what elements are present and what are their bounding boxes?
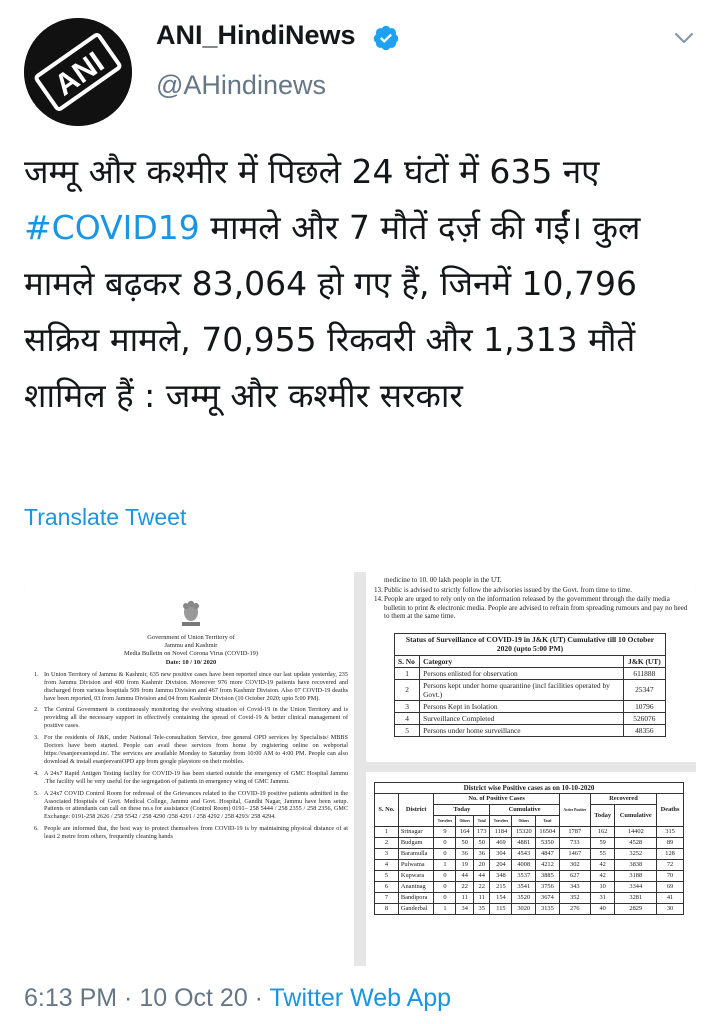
paragraph-number: 5. (34, 789, 39, 797)
media-gallery[interactable] (24, 572, 696, 966)
table-cell: 22 (474, 882, 490, 893)
table-cell: Surveillance Completed (420, 712, 624, 724)
table-cell: 1 (375, 827, 399, 838)
table-subheader: Travelers (434, 816, 456, 827)
table-subheader: Others (456, 816, 474, 827)
table-row (395, 700, 666, 712)
table-cell: 348 (490, 871, 512, 882)
district-table-title: District wise Positive cases as on 10-10-2020 (375, 783, 684, 794)
paragraph-text: For the residents of J&K, under National Tele-consultation Service, free general OPD services by Specialists/ MBBS Doctors have been started. People can avail these services from home by registering online on webportal https://esanjeevaniopd.in/. The services are available Monday to Saturday from 10:00 AM to 4:00 PM. People can also download & install esanjeevaniOPD app from google playstore on their mobiles. (44, 734, 348, 765)
table-cell: 1787 (559, 827, 590, 838)
paragraph-number: 4. (34, 769, 39, 777)
table-cell: 72 (657, 860, 684, 871)
separator: · (247, 984, 270, 1012)
table-row (375, 827, 684, 838)
table-header: No. of Positive Cases (434, 794, 559, 805)
tweet-text (24, 144, 704, 424)
paragraph-number: 14. (374, 595, 383, 603)
table-cell: 1 (434, 904, 456, 915)
table-cell: Kupwara (398, 871, 434, 882)
table-row (375, 882, 684, 893)
chevron-down-icon[interactable] (672, 26, 696, 50)
paragraph-number: 1. (34, 670, 39, 678)
paragraph-number: 3. (34, 734, 39, 742)
table-cell: 5350 (536, 838, 560, 849)
table-cell: 733 (559, 838, 590, 849)
table-cell: 8 (375, 904, 399, 915)
table-cell: 3344 (615, 882, 657, 893)
table-cell: 4543 (512, 849, 536, 860)
paragraph-number: 2. (34, 706, 39, 714)
bulletin-ut: Jammu and Kashmir (164, 642, 218, 650)
table-cell: 3520 (512, 893, 536, 904)
table-cell: 315 (657, 827, 684, 838)
table-cell: 16504 (536, 827, 560, 838)
table-cell: 2 (375, 838, 399, 849)
tweet-text-part: जम्मू और कश्मीर में पिछले 24 घंटों में 635 नए (24, 152, 600, 191)
table-cell: Bandipora (398, 893, 434, 904)
table-cell: 304 (490, 849, 512, 860)
table-cell: 3188 (615, 871, 657, 882)
table-cell: 5 (395, 724, 420, 736)
table-row (375, 838, 684, 849)
table-cell: 469 (490, 838, 512, 849)
table-cell: Srinagar (398, 827, 434, 838)
table-row (375, 893, 684, 904)
table-cell: 0 (434, 871, 456, 882)
table-cell: 302 (559, 860, 590, 871)
surveillance-table-title: Status of Surveillance of COVID-19 in J&K (UT) Cumulative till 10 October 2020 (upto 5:00 PM) (395, 633, 666, 655)
table-cell: 526076 (623, 712, 665, 724)
bulletin-paragraphs (34, 671, 348, 841)
table-subheader: Total (474, 816, 490, 827)
table-cell: 4 (375, 860, 399, 871)
table-cell: 343 (559, 882, 590, 893)
table-cell: 22 (456, 882, 474, 893)
table-cell: 89 (657, 838, 684, 849)
table-cell: Persons under home surveillance (420, 724, 624, 736)
table-cell: 2829 (615, 904, 657, 915)
table-cell: 1 (395, 667, 420, 679)
table-cell: 3674 (536, 893, 560, 904)
table-header: Category (420, 655, 624, 667)
table-row (395, 724, 666, 736)
table-cell: 69 (657, 882, 684, 893)
table-cell: 154 (490, 893, 512, 904)
table-cell: 162 (590, 827, 615, 838)
table-cell: 0 (434, 893, 456, 904)
surveillance-table (394, 633, 666, 737)
tweet-time[interactable]: 6:13 PM (24, 984, 118, 1012)
source-app-link[interactable]: Twitter Web App (269, 984, 452, 1012)
tweet-header (0, 0, 720, 120)
table-subheader: Travelers (490, 816, 512, 827)
table-cell: 4881 (512, 838, 536, 849)
table-cell: 4 (395, 712, 420, 724)
table-cell: 50 (474, 838, 490, 849)
district-table-image[interactable] (366, 772, 696, 966)
table-cell: 3020 (512, 904, 536, 915)
table-cell: 42 (590, 871, 615, 882)
table-cell: 36 (456, 849, 474, 860)
table-cell: 5 (375, 871, 399, 882)
paragraph-text: A 24x7 COVID Control Room for redressal of the Grievances related to the COVID-19 positive patients admitted in the Associated Hospitals of Govt. Medical College, Jammu and Govt. Hospital, Gandhi Nagar, Jammu have been setup. Patients or attendants can call on these no.s for assistance (Control Room) 0191– 258 5444 / 258 2355 / 258 2356, GMC Exchange: 0191-258 2626 / 258 5542 / 258 4290 /258 4291 / 258 4292 / 258 4293/ 258 4294. (44, 789, 348, 821)
table-row (375, 849, 684, 860)
table-cell: 215 (490, 882, 512, 893)
table-cell: 0 (434, 882, 456, 893)
verified-badge-icon (372, 24, 400, 52)
table-cell: 30 (657, 904, 684, 915)
national-emblem-icon (178, 598, 204, 628)
table-cell: 19 (456, 860, 474, 871)
paragraph-text: The Central Government is continuously monitoring the evolving situation of Covid-19 in the Union Territory and is providing all the necessary support in effectively containing the spread of Covid-19 & better clinical management of positive cases. (44, 706, 348, 730)
table-cell: 3281 (615, 893, 657, 904)
table-cell: 48356 (623, 724, 665, 736)
table-cell: 35 (474, 904, 490, 915)
advisory-paragraphs (374, 576, 690, 621)
table-cell: 3885 (536, 871, 560, 882)
table-subheader: Others (512, 816, 536, 827)
table-cell: 4847 (536, 849, 560, 860)
table-cell: 31 (590, 893, 615, 904)
table-header: J&K (UT) (623, 655, 665, 667)
avatar-text: ANI (48, 45, 111, 103)
table-cell: 6 (375, 882, 399, 893)
bulletin-title: Media Bulletin on Novel Corona Virus (COVID-19) (123, 650, 259, 658)
table-cell: 70 (657, 871, 684, 882)
translate-tweet-link[interactable]: Translate Tweet (24, 504, 187, 530)
paragraph-text: A 24x7 Rapid Antigen Testing facility for COVID-19 has been started outside the emergency of GMC Hospital Jammu .The facility will be very useful for the segregation of patients in emergency wing of GMC Jammu. (44, 769, 348, 785)
table-cell: 14402 (615, 827, 657, 838)
table-cell: 352 (559, 893, 590, 904)
table-cell: 40 (590, 904, 615, 915)
table-cell: Persons kept under home quarantine (incl facilities operated by Govt.) (420, 679, 624, 700)
bulletin-paragraph (34, 671, 348, 703)
bulletin-paragraph (34, 770, 348, 786)
table-cell: 2 (395, 679, 420, 700)
table-cell: 0 (434, 849, 456, 860)
paragraph-text: People are urged to rely only on the information released by the government through the daily media bulletin to print & electronic media. People are advised to refrain from spreading rumours and pay no heed to them at the same time. (384, 595, 688, 620)
table-row (375, 860, 684, 871)
tweet-text-part: मामले और 7 मौतें दर्ज़ की गईं। कुल मामले बढ़कर 83,064 हो गए हैं, जिनमें 10,796 सक्रिय मामले, 70,955 रिकवरी और 1,313 मौतें शामिल हैं : जम्मू और कश्मीर सरकार (24, 208, 641, 415)
table-cell: Ganderbal (398, 904, 434, 915)
table-cell: Budgam (398, 838, 434, 849)
table-row (395, 667, 666, 679)
table-cell: 50 (456, 838, 474, 849)
table-cell: 34 (456, 904, 474, 915)
bulletin-paragraph (34, 706, 348, 730)
user-handle[interactable]: @AHindinews (156, 70, 326, 100)
table-header: Recovered (590, 794, 656, 805)
separator: · (117, 984, 140, 1012)
table-cell: 7 (375, 893, 399, 904)
display-name[interactable]: ANI_HindiNews (156, 20, 356, 50)
table-cell: 164 (456, 827, 474, 838)
table-header: District (398, 794, 434, 827)
table-cell: 41 (657, 893, 684, 904)
table-cell: 3838 (615, 860, 657, 871)
table-header: Cumulative (490, 805, 559, 816)
table-cell: Baramulla (398, 849, 434, 860)
bulletin-paragraph (34, 825, 348, 841)
table-cell: 276 (559, 904, 590, 915)
table-cell: 3537 (512, 871, 536, 882)
table-cell: 44 (456, 871, 474, 882)
table-header: Today (590, 805, 615, 827)
district-table (374, 782, 684, 915)
table-cell: 1184 (490, 827, 512, 838)
paragraph-text: In Union Territory of Jammu & Kashmir, 635 new positive cases have been reported since our last update yesterday, 235 from Jammu Division and 400 from Kashmir Division. Moreover 976 more COVID-19 patients have recovered and discharged from various hospitals 509 from Jammu Division and 467 from Kashmir Division. Also 07 COVID-19 deaths have been reported, 03 from Jammu Division and 04 from Kashmir Division (10 October 2020; upto 5:00 PM). (44, 670, 348, 702)
table-cell: 1 (434, 860, 456, 871)
table-cell: 204 (490, 860, 512, 871)
table-header: Deaths (657, 794, 684, 827)
table-cell: 42 (590, 860, 615, 871)
paragraph-number: 6. (34, 825, 39, 833)
table-cell: 1467 (559, 849, 590, 860)
table-header: S. No (395, 655, 420, 667)
table-header: S. No. (375, 794, 399, 827)
table-row (395, 679, 666, 700)
table-cell: 3252 (615, 849, 657, 860)
paragraph-number: 13. (374, 585, 383, 594)
table-header: Today (434, 805, 490, 816)
bulletin-paragraph (34, 790, 348, 822)
surveillance-image[interactable] (366, 572, 696, 762)
table-cell: 4528 (615, 838, 657, 849)
table-cell: 4008 (512, 860, 536, 871)
table-cell: 128 (657, 849, 684, 860)
paragraph-text: Public is advised to strictly follow the advisories issued by the Govt. from time to time. (384, 585, 633, 594)
table-cell: 36 (474, 849, 490, 860)
table-cell: 11 (474, 893, 490, 904)
table-cell: 11 (456, 893, 474, 904)
advisory-paragraph (374, 576, 690, 585)
table-cell: 3541 (512, 882, 536, 893)
table-cell: 3 (375, 849, 399, 860)
table-cell: 4212 (536, 860, 560, 871)
paragraph-text: medicine to 10. 00 lakh people in the UT. (384, 576, 502, 584)
tweet-timestamp (24, 984, 451, 1013)
table-cell: 59 (590, 838, 615, 849)
table-cell: 3 (395, 700, 420, 712)
table-cell: 627 (559, 871, 590, 882)
table-cell: 173 (474, 827, 490, 838)
table-row (375, 904, 684, 915)
table-cell: 115 (490, 904, 512, 915)
bulletin-date: Date: 10 / 10/ 2020 (165, 658, 217, 666)
table-cell: Persons Kept in Isolation (420, 700, 624, 712)
table-cell: 44 (474, 871, 490, 882)
table-cell: 611888 (623, 667, 665, 679)
table-row (375, 871, 684, 882)
paragraph-text: People are informed that, the best way to protect themselves from COVID-19 is by maintaining physical distance of at least 2 metre from others, frequently cleaning hands (44, 825, 348, 841)
table-cell: 0 (434, 838, 456, 849)
table-cell: 15320 (512, 827, 536, 838)
table-header: Cumulative (615, 805, 657, 827)
table-row (395, 712, 666, 724)
advisory-paragraph (374, 595, 690, 621)
table-cell: 9 (434, 827, 456, 838)
table-cell: 10796 (623, 700, 665, 712)
ani-logo-icon (24, 18, 132, 126)
advisory-paragraph (374, 586, 690, 595)
bulletin-paragraph (34, 734, 348, 766)
table-cell: Persons enlisted for observation (420, 667, 624, 679)
table-cell: Anantnag (398, 882, 434, 893)
table-header: Active Positive (559, 794, 590, 827)
table-cell: 25347 (623, 679, 665, 700)
bulletin-image[interactable] (24, 572, 354, 966)
table-cell: 3756 (536, 882, 560, 893)
bulletin-heading (34, 634, 348, 667)
table-cell: 55 (590, 849, 615, 860)
table-cell: 20 (474, 860, 490, 871)
table-cell: 3135 (536, 904, 560, 915)
tweet-date[interactable]: 10 Oct 20 (139, 984, 248, 1012)
bulletin-govt: Government of Union Territory of (147, 634, 235, 641)
table-cell: Pulwama (398, 860, 434, 871)
table-cell: 10 (590, 882, 615, 893)
table-subheader: Total (536, 816, 560, 827)
hashtag-link[interactable]: #COVID19 (24, 208, 200, 247)
avatar[interactable] (24, 18, 132, 126)
